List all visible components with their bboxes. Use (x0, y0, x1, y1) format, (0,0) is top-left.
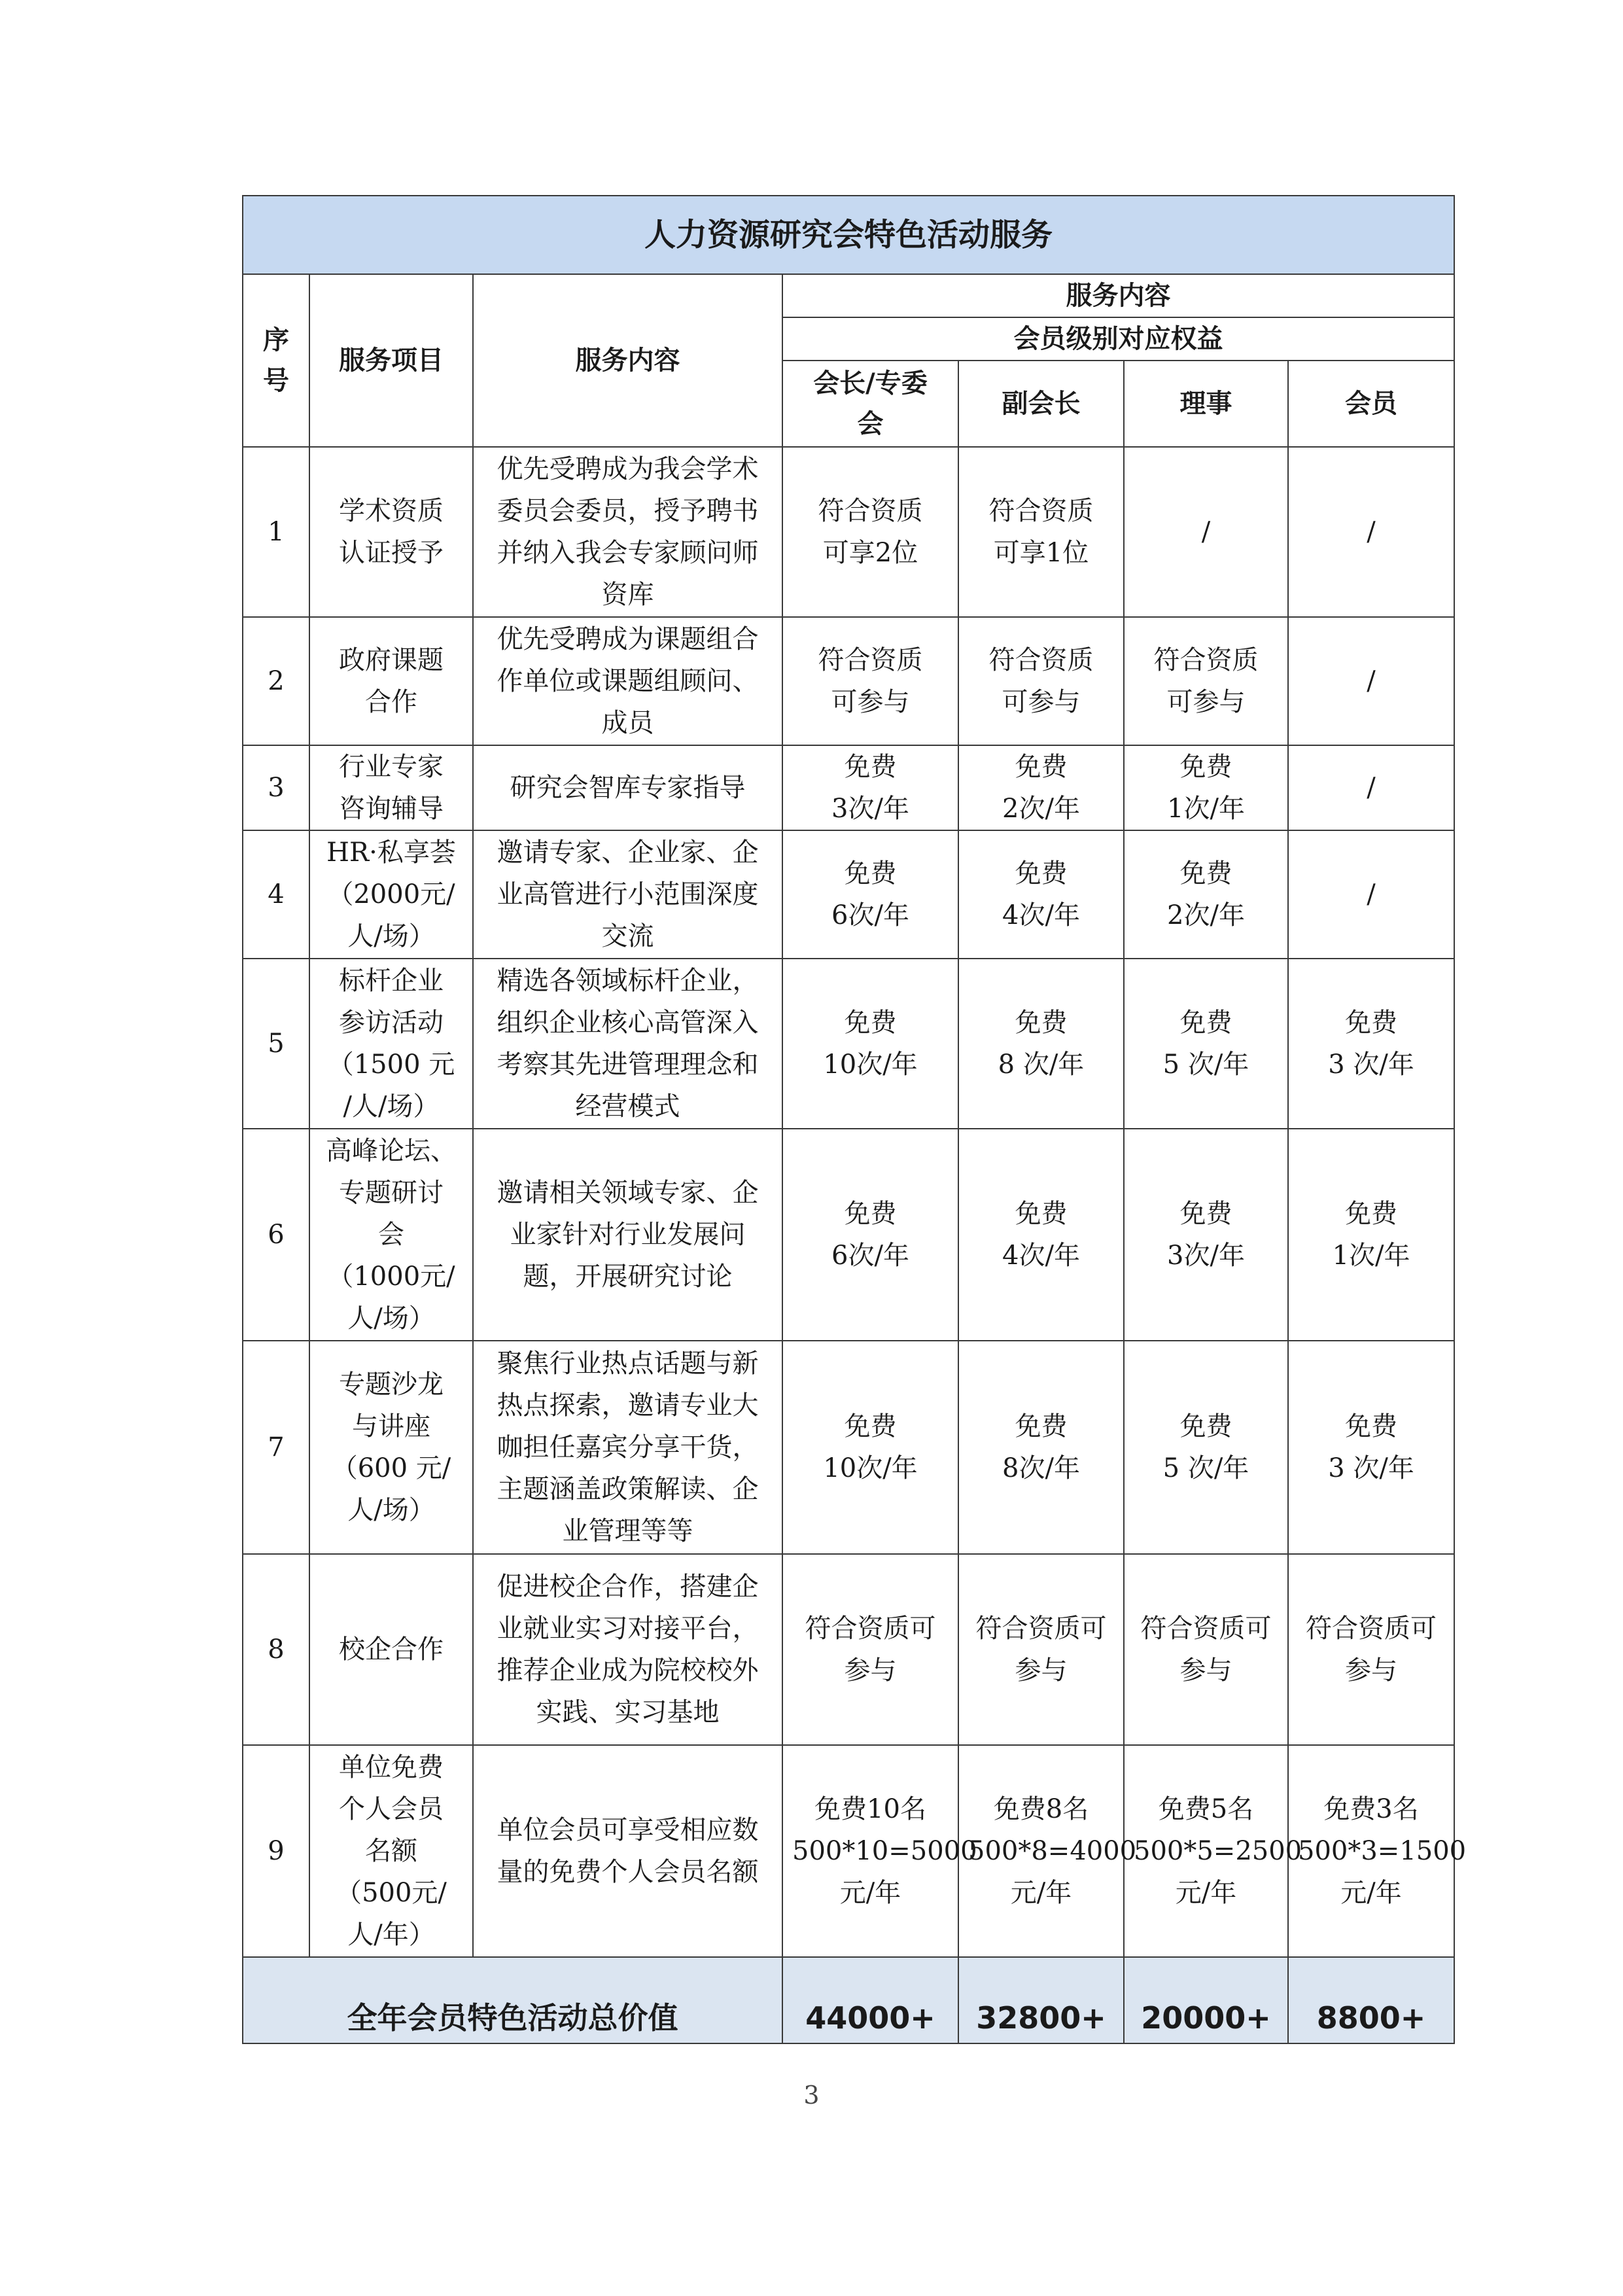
row-item: 标杆企业 参访活动 （1500 元 /人/场） (309, 959, 473, 1129)
row-content: 聚焦行业热点话题与新 热点探索，邀请专业大 咖担任嘉宾分享干货， 主题涵盖政策解读、企 业管理等等 (473, 1341, 782, 1554)
table-row (243, 617, 1454, 745)
row-level-vice-president: 免费 4次/年 (958, 1129, 1124, 1341)
row-level-director: 免费 1次/年 (1124, 745, 1288, 830)
row-seq: 1 (243, 447, 309, 617)
row-content: 研究会智库专家指导 (473, 745, 782, 830)
total-value-president: 44000+ (782, 1957, 958, 2043)
header-level-vice-president: 副会长 (958, 361, 1124, 447)
header-group-sub: 会员级别对应权益 (782, 317, 1454, 361)
table-row (243, 830, 1454, 959)
row-level-member: 免费 3 次/年 (1288, 959, 1454, 1129)
row-level-director: 符合资质可 参与 (1124, 1554, 1288, 1745)
row-level-president: 免费 3次/年 (782, 745, 958, 830)
row-item: 学术资质 认证授予 (309, 447, 473, 617)
row-level-vice-president: 符合资质可 参与 (958, 1554, 1124, 1745)
row-content: 邀请专家、企业家、企 业高管进行小范围深度 交流 (473, 830, 782, 959)
row-level-member: / (1288, 745, 1454, 830)
row-seq: 5 (243, 959, 309, 1129)
table-row (243, 1341, 1454, 1554)
total-value-vice-president: 32800+ (958, 1957, 1124, 2043)
row-content: 优先受聘成为我会学术 委员会委员，授予聘书 并纳入我会专家顾问师 资库 (473, 447, 782, 617)
row-level-director: 符合资质 可参与 (1124, 617, 1288, 745)
row-level-member: 免费 3 次/年 (1288, 1341, 1454, 1554)
total-value-member: 8800+ (1288, 1957, 1454, 2043)
header-level-director: 理事 (1124, 361, 1288, 447)
row-level-vice-president: 免费 2次/年 (958, 745, 1124, 830)
table-row (243, 1745, 1454, 1957)
row-level-president: 免费 6次/年 (782, 1129, 958, 1341)
row-seq: 8 (243, 1554, 309, 1745)
row-level-vice-president: 符合资质 可享1位 (958, 447, 1124, 617)
row-level-member: / (1288, 830, 1454, 959)
table-row (243, 959, 1454, 1129)
row-seq: 2 (243, 617, 309, 745)
header-level-president: 会长/专委 会 (782, 361, 958, 447)
row-level-president: 免费 10次/年 (782, 959, 958, 1129)
row-level-vice-president: 免费 4次/年 (958, 830, 1124, 959)
row-level-president: 免费 10次/年 (782, 1341, 958, 1554)
row-level-member: / (1288, 617, 1454, 745)
row-level-vice-president: 免费8名 500*8=4000 元/年 (958, 1745, 1124, 1957)
row-level-president: 符合资质 可享2位 (782, 447, 958, 617)
row-seq: 6 (243, 1129, 309, 1341)
row-level-vice-president: 免费 8次/年 (958, 1341, 1124, 1554)
row-content: 促进校企合作，搭建企 业就业实习对接平台， 推荐企业成为院校校外 实践、实习基地 (473, 1554, 782, 1745)
row-content: 优先受聘成为课题组合 作单位或课题组顾问、 成员 (473, 617, 782, 745)
table-row (243, 447, 1454, 617)
page-number: 3 (803, 2081, 820, 2110)
table-row (243, 1554, 1454, 1745)
row-level-member: 免费 1次/年 (1288, 1129, 1454, 1341)
row-item: HR·私享荟 （2000元/ 人/场） (309, 830, 473, 959)
row-item: 政府课题 合作 (309, 617, 473, 745)
row-level-president: 符合资质 可参与 (782, 617, 958, 745)
row-seq: 7 (243, 1341, 309, 1554)
table-title: 人力资源研究会特色活动服务 (243, 196, 1454, 274)
row-level-director: 免费 5 次/年 (1124, 1341, 1288, 1554)
row-item: 高峰论坛、 专题研讨 会 （1000元/ 人/场） (309, 1129, 473, 1341)
row-item: 专题沙龙 与讲座 （600 元/ 人/场） (309, 1341, 473, 1554)
row-item: 单位免费 个人会员 名额 （500元/ 人/年） (309, 1745, 473, 1957)
row-level-president: 免费10名 500*10=5000 元/年 (782, 1745, 958, 1957)
row-level-president: 免费 6次/年 (782, 830, 958, 959)
row-level-director: / (1124, 447, 1288, 617)
header-content: 服务内容 (473, 274, 782, 447)
row-content: 邀请相关领域专家、企 业家针对行业发展问 题，开展研究讨论 (473, 1129, 782, 1341)
row-seq: 9 (243, 1745, 309, 1957)
row-content: 精选各领域标杆企业， 组织企业核心高管深入 考察其先进管理理念和 经营模式 (473, 959, 782, 1129)
total-value-director: 20000+ (1124, 1957, 1288, 2043)
row-level-director: 免费 3次/年 (1124, 1129, 1288, 1341)
row-seq: 4 (243, 830, 309, 959)
total-label: 全年会员特色活动总价值 (243, 1957, 782, 2043)
row-level-president: 符合资质可 参与 (782, 1554, 958, 1745)
row-item: 校企合作 (309, 1554, 473, 1745)
row-level-vice-president: 免费 8 次/年 (958, 959, 1124, 1129)
row-level-director: 免费5名 500*5=2500 元/年 (1124, 1745, 1288, 1957)
row-level-member: 免费3名 500*3=1500 元/年 (1288, 1745, 1454, 1957)
row-item: 行业专家 咨询辅导 (309, 745, 473, 830)
header-group-top: 服务内容 (782, 274, 1454, 317)
header-level-member: 会员 (1288, 361, 1454, 447)
header-item: 服务项目 (309, 274, 473, 447)
row-level-director: 免费 2次/年 (1124, 830, 1288, 959)
benefits-table (242, 195, 1467, 2044)
row-level-vice-president: 符合资质 可参与 (958, 617, 1124, 745)
row-seq: 3 (243, 745, 309, 830)
row-level-member: / (1288, 447, 1454, 617)
table-row (243, 745, 1454, 830)
row-level-member: 符合资质可 参与 (1288, 1554, 1454, 1745)
row-level-director: 免费 5 次/年 (1124, 959, 1288, 1129)
table-row (243, 1129, 1454, 1341)
row-content: 单位会员可享受相应数 量的免费个人会员名额 (473, 1745, 782, 1957)
header-seq: 序 号 (243, 274, 309, 447)
